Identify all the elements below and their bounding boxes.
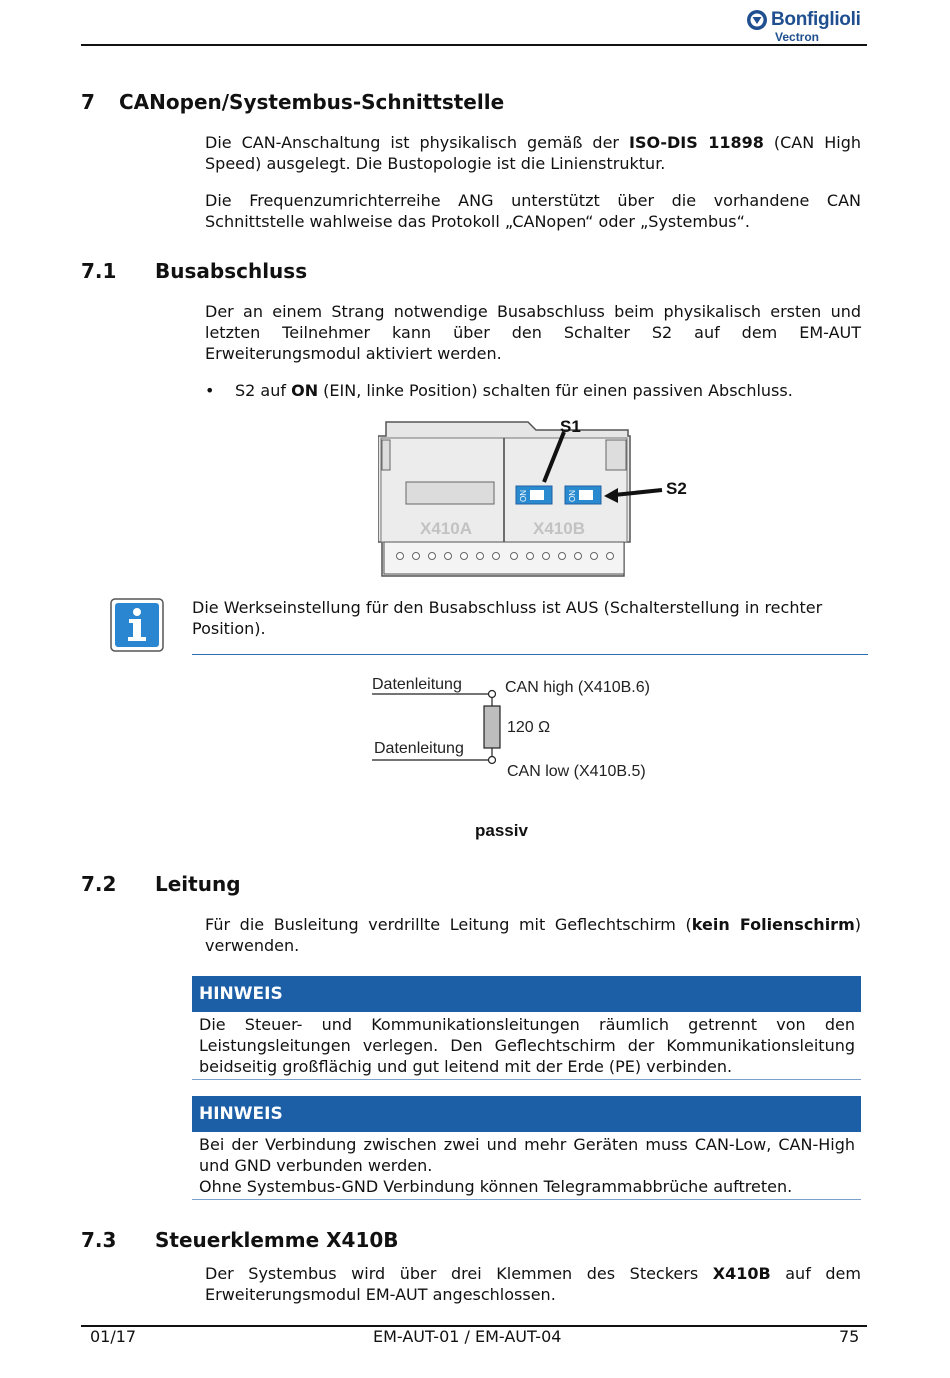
notice-title: HINWEIS <box>192 976 861 1012</box>
logo-name: Bonfiglioli <box>771 9 861 30</box>
section-number: 7.2 <box>81 872 117 896</box>
paragraph: Für die Busleitung verdrillte Leitung mit Geflechtschirm (kein Folienschirm) verwenden. <box>205 915 861 955</box>
section-number: 7.1 <box>81 259 117 283</box>
page-number: 75 <box>839 1327 860 1346</box>
paragraph: Die Frequenzumrichterreihe ANG unterstützt über die vorhandene CAN Schnittstelle wahlweise das Protokoll „CANopen“ oder „Systembus“. <box>205 191 861 231</box>
info-icon <box>110 598 164 652</box>
notice-box <box>192 976 861 1080</box>
data-line-label: Datenleitung <box>374 740 464 757</box>
can-low-label: CAN low (X410B.5) <box>507 763 646 780</box>
logo-emblem-icon <box>746 9 768 31</box>
figure-caption: passiv <box>475 821 528 840</box>
logo-subtitle: Vectron <box>775 30 820 44</box>
notice-body: Bei der Verbindung zwischen zwei und mehr Geräten muss CAN-Low, CAN-High und GND verbunden werden. Ohne Systembus-GND Verbindung können Telegrammabbrüche auftreten. <box>192 1132 861 1200</box>
note-rule <box>192 654 868 655</box>
info-note: Die Werkseinstellung für den Busabschluss ist AUS (Schalterstellung in rechter Position). <box>192 598 823 638</box>
section-title: CANopen/Systembus-Schnittstelle <box>119 90 505 114</box>
paragraph: Der an einem Strang notwendige Busabschluss beim physikalisch ersten und letzten Teilnehmer kann über den Schalter S2 auf dem EM-AUT Erweiterungsmodul aktiviert werden. <box>205 302 861 363</box>
header-rule <box>81 44 867 46</box>
s1-label: S1 <box>560 417 581 436</box>
x410a-label: X410A <box>420 519 472 538</box>
termination-circuit <box>370 670 680 785</box>
x410b-label: X410B <box>533 519 585 538</box>
data-line-label: Datenleitung <box>372 676 462 693</box>
bullet-item: • S2 auf ON (EIN, linke Position) schalten für einen passiven Abschluss. <box>205 381 793 400</box>
section-number: 7.3 <box>81 1228 117 1252</box>
section-title: Steuerklemme X410B <box>155 1228 399 1252</box>
footer-document: EM-AUT-01 / EM-AUT-04 <box>373 1327 562 1346</box>
resistor-label: 120 Ω <box>507 719 551 736</box>
s2-label: S2 <box>666 479 687 498</box>
paragraph: Die CAN-Anschaltung ist physikalisch gemäß der ISO-DIS 11898 (CAN High Speed) ausgelegt. Die Bustopologie ist die Linienstruktur. <box>205 133 861 173</box>
footer-date: 01/17 <box>90 1327 137 1346</box>
notice-body: Die Steuer- und Kommunikationsleitungen räumlich getrennt von den Leistungsleitungen verlegen. Den Geflechtschirm der Kommunikationsleitung beidseitig großflächig und gut leitend mit der Erde (PE) verbinden. <box>192 1012 861 1080</box>
switch-on-label: ON <box>519 490 528 502</box>
terminal-module-figure <box>378 416 698 578</box>
notice-title: HINWEIS <box>192 1096 861 1132</box>
section-title: Busabschluss <box>155 259 308 283</box>
switch-on-label: ON <box>568 490 577 502</box>
section-number: 7 <box>81 90 95 114</box>
bullet-icon: • <box>205 381 215 400</box>
notice-box <box>192 1096 861 1200</box>
can-high-label: CAN high (X410B.6) <box>505 679 650 696</box>
bonfiglioli-logo <box>746 6 871 46</box>
standard-reference: ISO-DIS 11898 <box>628 133 764 152</box>
paragraph: Der Systembus wird über drei Klemmen des Steckers X410B auf dem Erweiterungsmodul EM-AUT angeschlossen. <box>205 1264 861 1304</box>
section-title: Leitung <box>155 872 241 896</box>
